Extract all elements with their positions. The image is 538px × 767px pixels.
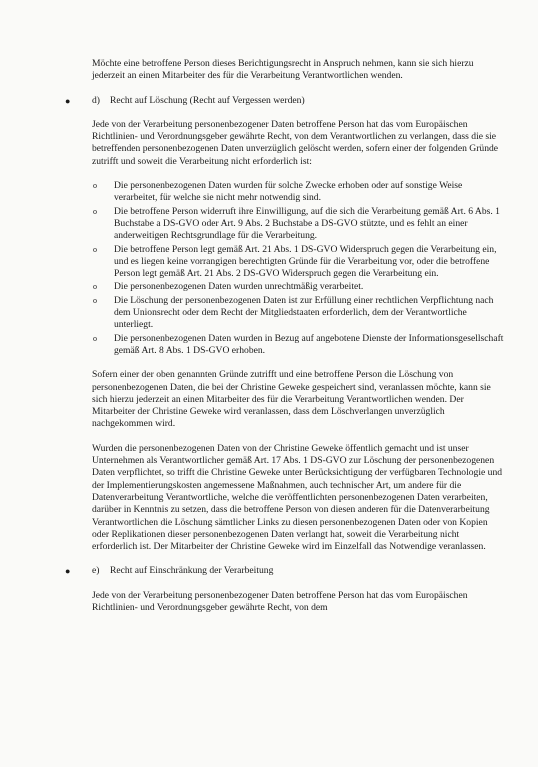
circle-bullet-icon: o — [93, 244, 97, 254]
section-d-letter: d) — [92, 94, 100, 106]
section-d-title: Recht auf Löschung (Recht auf Vergessen werden) — [110, 94, 305, 106]
list-item: o Die personenbezogenen Daten wurden für solche Zwecke erhoben oder auf sonstige Weise verarbeitet, für welche sie nicht mehr notwendig sind. — [93, 180, 463, 204]
circle-bullet-icon: o — [93, 333, 97, 343]
bullet-icon: ● — [65, 95, 71, 106]
section-e-intro: Jede von der Verarbeitung personenbezogener Daten betroffene Person hat das vom Europäischen Richtlinien- und Verordnungsgeber gewährte Recht, von dem — [92, 589, 468, 613]
section-d-paragraph-3: Wurden die personenbezogenen Daten von der Christine Geweke öffentlich gemacht und ist unser Unternehmen als Verantwortlicher gemäß Art. 17 Abs. 1 DS-GVO zur Löschung der personenbezogenen Daten verpflichtet, so trifft die Christine Geweke unter Berücksichtigung der verfügbaren Technologie und der Implementierungskosten angemessene Maßnahmen, auch technischer Art, um andere für die Datenverarbeitung Verantwortliche, welche die veröffentlichten personenbezogenen Daten verarbeiten, darüber in Kenntnis zu setzen, dass die betroffene Person von diesen anderen für die Datenverarbeitung Verantwortlichen die Löschung sämtlicher Links zu diesen personenbezogenen Daten oder von Kopien oder Replikationen dieser personenbezogenen Daten verlangt hat, soweit die Verarbeitung nicht erforderlich ist. Der Mitarbeiter der Christine Geweke wird im Einzelfall das Notwendige veranlassen. — [92, 442, 503, 553]
circle-bullet-icon: o — [93, 282, 97, 292]
list-item: o Die betroffene Person legt gemäß Art. 21 Abs. 1 DS-GVO Widerspruch gegen die Verarbeitung ein, und es liegen keine vorrangigen berechtigten Gründe für die Verarbeitung vor, oder die betroffene Person legt gemäß Art. 21 Abs. 2 DS-GVO Widerspruch gegen die Verarbeitung ein. — [93, 243, 497, 280]
bullet-icon: ● — [65, 566, 71, 577]
list-item: o Die personenbezogenen Daten wurden unrechtmäßig verarbeitet. — [93, 281, 364, 293]
section-e-letter: e) — [92, 565, 100, 577]
list-item: o Die betroffene Person widerruft ihre Einwilligung, auf die sich die Verarbeitung gemäß Art. 6 Abs. 1 Buchstabe a DS-GVO oder Art. 9 Abs. 2 Buchstabe a DS-GVO stützte, und es fehlt an einer anderweitigen Rechtsgrundlage für die Verarbeitung. — [93, 205, 500, 242]
circle-bullet-icon: o — [93, 295, 97, 305]
section-d-paragraph-2: Sofern einer der oben genannten Gründe zutrifft und eine betroffene Person die Löschung von personenbezogenen Daten, die bei der Christine Geweke gespeichert sind, veranlassen möchte, kann sie sich hierzu jederzeit an einen Mitarbeiter des für die Verarbeitung Verantwortlichen wenden. Der Mitarbeiter der Christine Geweke wird veranlassen, dass dem Löschverlangen unverzüglich nachgekommen wird. — [92, 369, 491, 430]
section-d-list — [92, 180, 504, 357]
circle-bullet-icon: o — [93, 181, 97, 191]
section-d-intro: Jede von der Verarbeitung personenbezogener Daten betroffene Person hat das vom Europäischen Richtlinien- und Verordnungsgeber gewährte Recht, von dem Verantwortlichen zu verlangen, dass die sie betreffenden personenbezogenen Daten unverzüglich gelöscht werden, sofern einer der folgenden Gründe zutrifft und soweit die Verarbeitung nicht erforderlich ist: — [92, 118, 499, 167]
section-e-heading — [65, 565, 504, 577]
section-d-heading — [65, 94, 504, 107]
intro-paragraph: Möchte eine betroffene Person dieses Berichtigungsrecht in Anspruch nehmen, kann sie sich hierzu jederzeit an einen Mitarbeiter des für die Verarbeitung Verantwortlichen wenden. — [92, 58, 474, 82]
circle-bullet-icon: o — [93, 206, 97, 216]
document-body — [65, 58, 504, 626]
list-item: o Die Löschung der personenbezogenen Daten ist zur Erfüllung einer rechtlichen Verpflichtung nach dem Unionsrecht oder dem Recht der Mitgliedstaaten erforderlich, dem der Verantwortliche unterliegt. — [93, 294, 494, 331]
list-item: o Die personenbezogenen Daten wurden in Bezug auf angebotene Dienste der Informationsgesellschaft gemäß Art. 8 Abs. 1 DS-GVO erhoben. — [93, 332, 504, 356]
section-e-title: Recht auf Einschränkung der Verarbeitung — [110, 565, 274, 577]
